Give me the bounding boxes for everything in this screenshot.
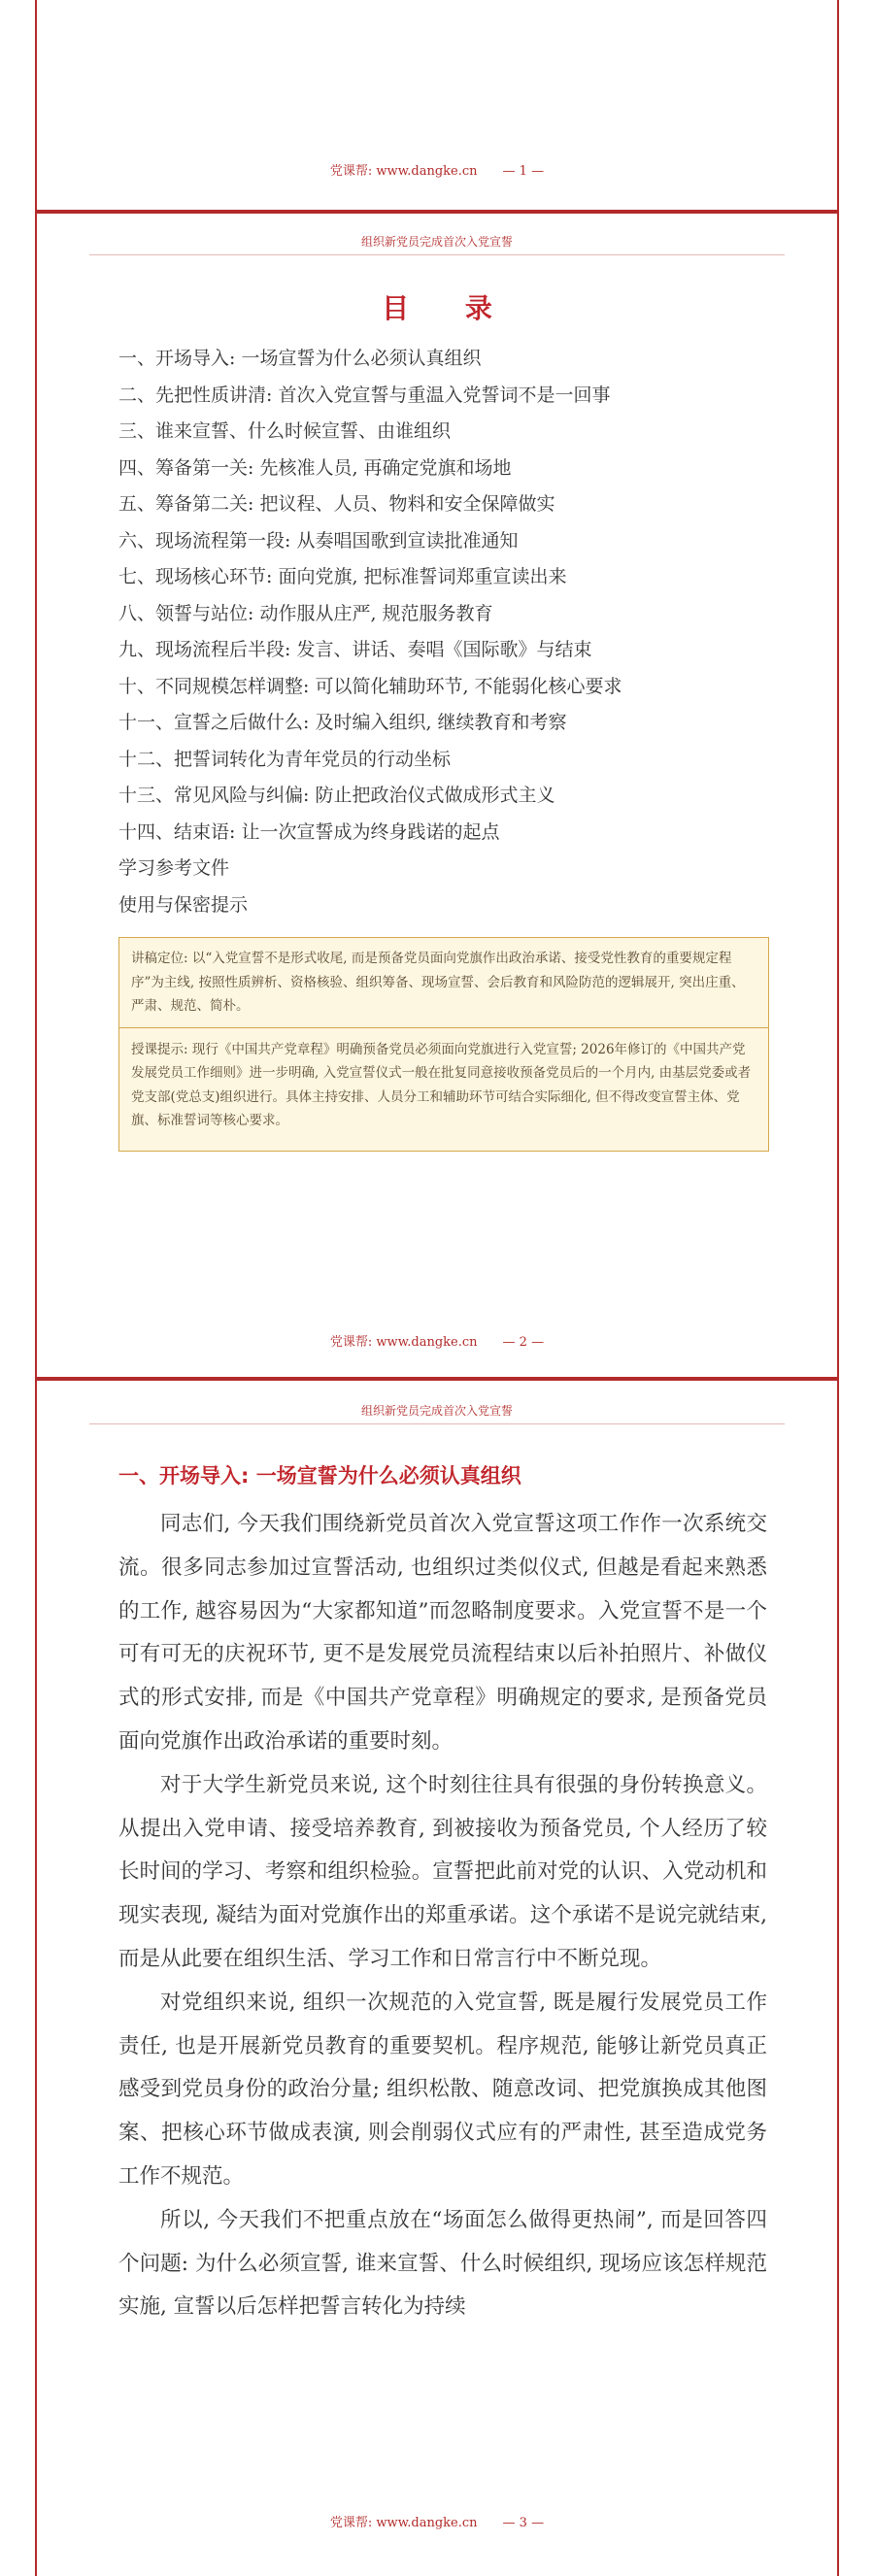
- body-text: [118, 1503, 767, 2329]
- page-1: [35, 0, 839, 210]
- toc-item[interactable]: 八、领誓与站位: 动作服从庄严, 规范服务教育: [118, 602, 493, 624]
- running-header: 组织新党员完成首次入党宣誓: [360, 235, 513, 249]
- page-2: [35, 214, 839, 1377]
- toc-item[interactable]: 一、开场导入: 一场宣誓为什么必须认真组织: [118, 348, 482, 369]
- running-header: 组织新党员完成首次入党宣誓: [360, 1404, 513, 1418]
- footer-page-number: — 3 —: [502, 2516, 545, 2530]
- toc-title: 目 录: [382, 292, 516, 324]
- body-paragraph: 对党组织来说, 组织一次规范的入党宣誓, 既是履行发展党员工作责任, 也是开展新党员教育的重要契机。程序规范, 能够让新党员真正感受到党员身份的政治分量; 组织松散、随意改词、把党旗换成其他图案、把核心环节做成表演, 则会削弱仪式应有的严肃性, 甚至造成党务工作不规范。: [118, 1990, 767, 2189]
- body-paragraph: 同志们, 今天我们围绕新党员首次入党宣誓这项工作作一次系统交流。很多同志参加过宣誓活动, 也组织过类似仪式, 但越是看起来熟悉的工作, 越容易因为“大家都知道”而忽略制度要求。入党宣誓不是一个可有可无的庆祝环节, 更不是发展党员流程结束以后补拍照片、补做仪式的形式安排, 而是《中国共产党章程》明确规定的要求, 是预备党员面向党旗作出政治承诺的重要时刻。: [118, 1512, 767, 1754]
- note-positioning: 讲稿定位: 以“入党宣誓不是形式收尾, 而是预备党员面向党旗作出政治承诺、接受党性教育的重要规定程序”为主线, 按照性质辨析、资格核验、组织筹备、现场宣誓、会后教育和风险防范的逻辑展开, 突出庄重、严肃、规范、简朴。: [131, 951, 745, 1014]
- page-footer: [37, 2512, 837, 2530]
- page-3: [35, 1381, 839, 2576]
- page-footer: [37, 160, 837, 179]
- footer-page-number: — 2 —: [502, 1335, 545, 1350]
- toc-item[interactable]: 四、筹备第一关: 先核准人员, 再确定党旗和场地: [118, 456, 512, 479]
- toc-list: [118, 341, 622, 923]
- footer-page-number: — 1 —: [502, 164, 545, 179]
- note-box: [118, 937, 769, 1152]
- toc-item[interactable]: 使用与保密提示: [118, 893, 249, 916]
- footer-site: 党课帮: www.dangke.cn: [329, 1335, 478, 1350]
- page-footer: [37, 1331, 837, 1350]
- toc-item[interactable]: 十、不同规模怎样调整: 可以简化辅助环节, 不能弱化核心要求: [118, 675, 622, 697]
- body-paragraph: 所以, 今天我们不把重点放在“场面怎么做得更热闹”, 而是回答四个问题: 为什么必须宣誓, 谁来宣誓、什么时候组织, 现场应该怎样规范实施, 宣誓以后怎样把誓言转化为持续: [118, 2207, 767, 2320]
- footer-site: 党课帮: www.dangke.cn: [329, 164, 478, 179]
- section-heading: 一、开场导入: 一场宣誓为什么必须认真组织: [118, 1464, 521, 1488]
- toc-item[interactable]: 七、现场核心环节: 面向党旗, 把标准誓词郑重宣读出来: [118, 566, 567, 587]
- toc-item[interactable]: 十一、宣誓之后做什么: 及时编入组织, 继续教育和考察: [118, 712, 567, 733]
- toc-item[interactable]: 三、谁来宣誓、什么时候宣誓、由谁组织: [118, 420, 452, 442]
- toc-item[interactable]: 十三、常见风险与纠偏: 防止把政治仪式做成形式主义: [118, 785, 555, 806]
- header-rule: [89, 254, 785, 255]
- body-paragraph: 对于大学生新党员来说, 这个时刻往往具有很强的身份转换意义。从提出入党申请、接受培养教育, 到被接收为预备党员, 个人经历了较长时间的学习、考察和组织检验。宣誓把此前对党的认识、入党动机和现实表现, 凝结为面对党旗作出的郑重承诺。这个承诺不是说完就结束, 而是从此要在组织生活、学习工作和日常言行中不断兑现。: [118, 1772, 767, 1971]
- toc-item[interactable]: 十四、结束语: 让一次宣誓成为终身践诺的起点: [118, 820, 500, 843]
- toc-item[interactable]: 学习参考文件: [118, 857, 230, 879]
- toc-item[interactable]: 五、筹备第二关: 把议程、人员、物料和安全保障做实: [118, 493, 555, 515]
- toc-item[interactable]: 二、先把性质讲清: 首次入党宣誓与重温入党誓词不是一回事: [118, 384, 611, 406]
- header-rule: [89, 1423, 785, 1424]
- toc-item[interactable]: 十二、把誓词转化为青年党员的行动坐标: [118, 748, 452, 770]
- footer-site: 党课帮: www.dangke.cn: [329, 2516, 478, 2530]
- note-teaching-tip: 授课提示: 现行《中国共产党章程》明确预备党员必须面向党旗进行入党宣誓; 2026年修订的《中国共产党发展党员工作细则》进一步明确, 入党宣誓仪式一般在批复同意接收预备党员后的一个月内, 由基层党委或者党支部(党总支)组织进行。具体主持安排、人员分工和辅助环节可结合实际细化, 但不得改变宣誓主体、党旗、标准誓词等核心要求。: [131, 1041, 752, 1128]
- toc-item[interactable]: 九、现场流程后半段: 发言、讲话、奏唱《国际歌》与结束: [118, 639, 592, 660]
- toc-item[interactable]: 六、现场流程第一段: 从奏唱国歌到宣读批准通知: [118, 529, 519, 552]
